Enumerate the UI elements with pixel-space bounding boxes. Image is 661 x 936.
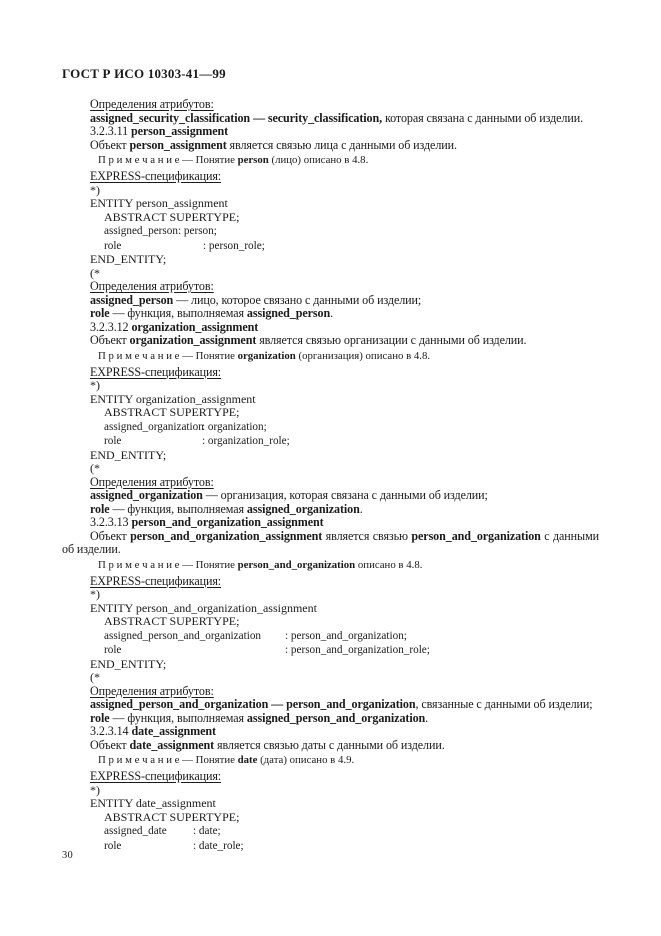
express-code-block xyxy=(62,588,599,685)
code-line: ENTITY organization_assignment xyxy=(90,391,256,406)
code-line: *) xyxy=(90,782,100,797)
paragraph xyxy=(62,125,599,139)
body-text: — функция, выполняемая xyxy=(109,501,247,516)
attribute-type: : date_role; xyxy=(193,839,244,852)
paragraph xyxy=(62,334,599,348)
keyword-text: person xyxy=(237,154,269,166)
underlined-heading-text: EXPRESS-спецификация: xyxy=(90,364,222,379)
underlined-heading-text: EXPRESS-спецификация: xyxy=(90,169,222,183)
body-text: 3.2.3.11 xyxy=(90,124,131,138)
paragraph xyxy=(62,489,599,503)
attribute-type: : person_and_organization; xyxy=(285,629,407,642)
underlined-heading xyxy=(62,575,599,589)
body-text: Объект xyxy=(90,737,130,752)
code-line: *) xyxy=(90,378,100,392)
body-text: (организация) описано в 4.8. xyxy=(295,349,431,362)
underlined-heading xyxy=(62,476,599,490)
keyword-text: role xyxy=(90,501,110,516)
keyword-text: person_assignment xyxy=(129,137,227,152)
underlined-heading-text: Определения атрибутов: xyxy=(90,683,214,698)
keyword-text: person_and_organization xyxy=(411,528,541,543)
code-line xyxy=(62,420,599,435)
code-line: *) xyxy=(90,182,100,197)
underlined-heading xyxy=(62,98,599,112)
page-number: 30 xyxy=(62,850,74,861)
attribute-name: role xyxy=(104,435,122,447)
paragraph xyxy=(62,725,599,739)
body-text: — лицо, которое связано с данными об изделии; xyxy=(173,292,422,307)
attribute-name: assigned_person_and_organization xyxy=(104,629,262,642)
keyword-text: assigned_organization xyxy=(246,501,360,516)
document-body xyxy=(62,98,599,853)
attribute-name: assigned_organization xyxy=(104,420,204,433)
keyword-text: assigned_person_and_organization xyxy=(246,710,426,725)
attribute-name: assigned_person xyxy=(104,225,178,237)
body-text: 3.2.3.13 xyxy=(90,515,132,529)
body-text: . xyxy=(425,710,429,725)
attribute-name: role xyxy=(104,239,122,252)
body-text: Объект xyxy=(90,528,131,543)
body-text: является связью xyxy=(322,528,412,543)
keyword-text: organization_assignment xyxy=(129,333,257,347)
underlined-heading xyxy=(62,170,599,184)
attribute-name: role xyxy=(104,839,122,852)
code-line: ENTITY person_and_organization_assignment xyxy=(90,600,317,615)
keyword-text: person_assignment xyxy=(130,124,229,138)
body-text: П р и м е ч а н и е — Понятие xyxy=(98,349,238,362)
paragraph xyxy=(62,712,599,726)
code-line: ABSTRACT SUPERTYPE; xyxy=(104,614,240,628)
code-line: (* xyxy=(90,670,100,684)
keyword-text: person_and_organization_assignment xyxy=(130,528,323,543)
underlined-heading xyxy=(62,770,599,784)
keyword-text: person_and_organization_assignment xyxy=(131,515,324,529)
body-text: описано в 4.8. xyxy=(355,558,423,571)
code-line: (* xyxy=(90,265,100,280)
code-line xyxy=(62,839,599,854)
keyword-text: assigned_security_classification — security_classification, xyxy=(90,110,383,125)
note xyxy=(62,350,599,364)
underlined-heading-text: Определения атрибутов: xyxy=(90,279,214,293)
code-line: END_ENTITY; xyxy=(90,656,167,671)
code-line: ABSTRACT SUPERTYPE; xyxy=(104,209,240,224)
keyword-text: assigned_person xyxy=(90,292,174,307)
body-text: Объект xyxy=(90,137,130,152)
attribute-type: : date; xyxy=(193,825,221,837)
express-code-block xyxy=(62,784,599,854)
keyword-text: assigned_person xyxy=(246,306,331,320)
document-header-gost-number: ГОСТ Р ИСО 10303-41—99 xyxy=(62,66,226,81)
body-text: . xyxy=(330,306,334,320)
underlined-heading xyxy=(62,366,599,380)
code-line: ABSTRACT SUPERTYPE; xyxy=(104,809,240,824)
underlined-heading-text: EXPRESS-спецификация: xyxy=(90,769,222,783)
code-line xyxy=(62,239,599,254)
body-text: (дата) описано в 4.9. xyxy=(257,754,355,766)
keyword-text: organization_assignment xyxy=(131,319,259,334)
underlined-heading xyxy=(62,280,599,294)
body-text: является связью организации с данными об изделии. xyxy=(256,333,527,347)
paragraph-wrapped-line-2 xyxy=(62,543,599,557)
attribute-type: : person_and_organization_role; xyxy=(285,644,430,656)
keyword-text: person_and_organization xyxy=(237,558,356,571)
code-line: END_ENTITY; xyxy=(90,252,167,266)
paragraph xyxy=(62,307,599,321)
keyword-text: date xyxy=(237,754,258,766)
body-text: (лицо) описано в 4.8. xyxy=(268,154,369,166)
body-text: , связанные с данными об изделии; xyxy=(415,697,593,711)
express-code-block xyxy=(62,379,599,476)
keyword-text: organization xyxy=(237,349,296,362)
paragraph xyxy=(62,139,599,153)
note xyxy=(62,559,599,573)
keyword-text: date_assignment xyxy=(131,724,216,738)
body-text: П р и м е ч а н и е — Понятие xyxy=(98,558,238,571)
code-line xyxy=(62,629,599,644)
code-line xyxy=(62,434,599,449)
body-text: — функция, выполняемая xyxy=(109,306,247,320)
attribute-name: assigned_date xyxy=(104,825,167,837)
code-line: END_ENTITY; xyxy=(90,447,167,462)
body-text: 3.2.3.14 xyxy=(90,724,132,738)
paragraph xyxy=(62,112,599,126)
body-text: . xyxy=(359,501,363,516)
underlined-heading-text: Определения атрибутов: xyxy=(90,97,214,111)
underlined-heading-text: Определения атрибутов: xyxy=(90,474,214,489)
keyword-text: role xyxy=(90,710,110,725)
attribute-name: role xyxy=(104,644,122,656)
body-text: — функция, выполняемая xyxy=(109,710,247,725)
body-text: 3.2.3.12 xyxy=(90,319,132,334)
paragraph xyxy=(62,503,599,517)
paragraph xyxy=(62,516,599,530)
body-text: об изделии. xyxy=(62,542,121,556)
express-code-block xyxy=(62,184,599,281)
paragraph xyxy=(62,698,599,712)
note xyxy=(62,754,599,768)
body-text: П р и м е ч а н и е — Понятие xyxy=(98,754,238,766)
paragraph xyxy=(62,739,599,753)
attribute-type: : person_role; xyxy=(203,239,265,252)
keyword-text: date_assignment xyxy=(129,737,215,752)
underlined-heading-text: EXPRESS-спецификация: xyxy=(90,573,222,588)
code-line xyxy=(62,643,599,658)
body-text: П р и м е ч а н и е — Понятие xyxy=(98,154,238,166)
note xyxy=(62,154,599,168)
code-line: (* xyxy=(90,461,100,475)
code-line: ENTITY person_assignment xyxy=(90,196,228,210)
body-text: которая связана с данными об изделии. xyxy=(382,110,584,125)
underlined-heading xyxy=(62,685,599,699)
code-line: ABSTRACT SUPERTYPE; xyxy=(104,405,240,419)
keyword-text: role xyxy=(90,306,110,320)
body-text: с данными xyxy=(540,528,599,543)
body-text: является связью лица с данными об изделии. xyxy=(226,137,457,152)
code-line: ENTITY date_assignment xyxy=(90,796,216,810)
paragraph xyxy=(62,294,599,308)
attribute-type: : organization_role; xyxy=(202,435,290,447)
attribute-type: : organization; xyxy=(202,420,267,433)
attribute-type: : person; xyxy=(178,225,217,237)
keyword-text: assigned_organization xyxy=(90,488,203,502)
body-text: является связью даты с данными об изделии. xyxy=(214,737,445,752)
keyword-text: assigned_person_and_organization — person_and_organization xyxy=(90,697,416,711)
code-line xyxy=(62,224,599,239)
code-line xyxy=(62,824,599,839)
body-text: Объект xyxy=(90,333,130,347)
paragraph xyxy=(62,321,599,335)
paragraph-wrapped-line-1 xyxy=(62,530,599,544)
code-line: *) xyxy=(90,587,100,601)
body-text: — организация, которая связана с данными об изделии; xyxy=(202,488,488,502)
